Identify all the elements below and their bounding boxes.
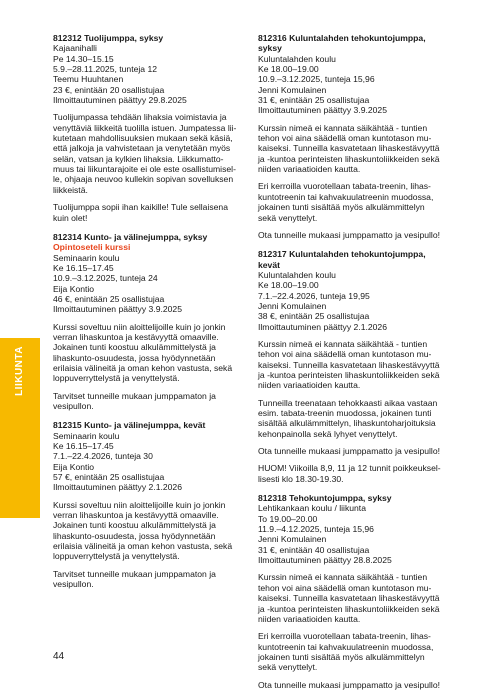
course-text-line: jokainen tunti sisältää myös alkulämmittelyn — [258, 202, 425, 213]
course-text-line: tehon voi aina säädellä oman kuntotason mu- — [258, 349, 432, 360]
course-text-line: Ota tunneille mukaasi jumppamatto ja vesipullo! — [258, 679, 440, 690]
course-text-line: kutetaan mahdollisuuksien mukaan sekä käsiä, — [53, 133, 233, 144]
course-text-line: selän, vatsan ja kylkien lihaksia. Liikkumatto- — [53, 153, 224, 164]
course-text-line: kuin olet! — [53, 212, 88, 223]
course-text-line: esim. tabata-treenin muodossa, jokainen tunti — [258, 408, 432, 418]
course-paragraph — [258, 123, 448, 175]
course-text-line: Kurssi soveltuu niin aloittelijoille kuin jo jonkin — [53, 321, 226, 332]
course-text-line: että jalkoja ja vahvistetaan ja venytetään myös — [53, 143, 231, 154]
course-paragraph — [53, 112, 241, 195]
course-info-line: Teemu Huuhtanen — [53, 74, 124, 85]
course-info-line: Ilmoittautuminen päättyy 3.9.2025 — [258, 105, 387, 116]
course-text-line: verran lihaskuntoa ja kestävyyttä omaaville. — [53, 331, 219, 342]
course-text-line: HUOM! Viikoilla 8,9, 11 ja 12 tunnit poikkeuksel- — [258, 463, 441, 474]
course-text-line: Tarvitset tunneille mukaan jumppamaton ja — [53, 568, 216, 579]
right-column — [258, 33, 448, 699]
course-text-line: kaiseksi. Tunneilla kasvatetaan lihaskestävyyttä — [258, 359, 440, 370]
course-text-line: Ota tunneille mukaasi jumppamatto ja vesipullo! — [258, 229, 440, 240]
course-info-line: Ilmoittautuminen päättyy 2.1.2026 — [258, 321, 387, 332]
course-paragraph — [53, 202, 241, 223]
left-column — [53, 33, 241, 599]
course-text-line: loppuverryttelystä ja venyttelystä. — [53, 373, 180, 384]
course-text-line: kuntotreenin tai kahvakuulatreenin muodossa, — [258, 641, 434, 652]
course-text-line: kaiseksi. Tunneilla kasvatetaan lihaskestävyyttä — [258, 593, 440, 604]
course-text-line: kehonpainolla sekä lyhyet venyttelyt. — [258, 428, 398, 439]
course-info-line: Ilmoittautuminen päättyy 29.8.2025 — [53, 95, 187, 106]
course-text-line: kaiseksi. Tunneilla kasvatetaan lihaskestävyyttä — [258, 143, 440, 154]
course-paragraph — [53, 500, 241, 562]
course-badge: Opintoseteli kurssi — [53, 242, 131, 253]
course-info-line: Ilmoittautuminen päättyy 2.1.2026 — [53, 482, 182, 493]
course-text-line: niiden variaatioiden kautta. — [258, 164, 361, 175]
course-text-line: venyttäviä liikkeitä tuolilla istuen. Jumpatessa lii- — [53, 122, 237, 133]
course-info-line: Ke 18.00–19.00 — [258, 64, 319, 75]
course-text-line: Kurssin nimeä ei kannata säikähtää - tuntien — [258, 338, 428, 349]
course-text-line: Tuolijumppa sopii ihan kaikille! Tule sellaisena — [53, 202, 228, 213]
course-title: 812312 Tuolijumppa, syksy — [53, 33, 164, 43]
section-tab — [0, 338, 40, 518]
course-info — [53, 431, 241, 493]
course-info-line: Eija Kontio — [53, 283, 95, 294]
course-text-line: sekä venyttelyt. — [258, 662, 318, 673]
course-text-line: sisältää alkulämmittelyn, lihaskuntoharjoituksia — [258, 418, 436, 429]
course-text-line: Tarvitset tunneille mukaan jumppamaton ja — [53, 390, 216, 401]
course-info-line: 11.9.–4.12.2025, tunteja 15,96 — [258, 524, 374, 535]
course-text-line: ja -kuntoa perinteisten lihaskuntoliikkeiden sekä — [258, 153, 440, 164]
course-paragraph — [258, 398, 448, 439]
course-text-line: Jokainen tunti koostuu alkulämmittelystä ja — [53, 520, 216, 531]
course-info-line: Ilmoittautuminen päättyy 28.8.2025 — [258, 555, 392, 566]
course-info-line: Ke 16.15–17.45 — [53, 441, 114, 452]
course-paragraph — [53, 391, 241, 412]
course-text-line: le, ohjaaja neuvoo kullekin sopivan sovelluksen — [53, 174, 234, 185]
course-block — [258, 493, 448, 690]
course-text-line: Kurssin nimeä ei kannata säikähtää - tuntien — [258, 122, 428, 133]
course-info — [258, 270, 448, 332]
course-info-line: Ke 16.15–17.45 — [53, 262, 114, 273]
course-text-line: vesipullon. — [53, 579, 94, 590]
course-text-line: sekä venyttelyt. — [258, 212, 318, 223]
course-paragraph — [258, 631, 448, 672]
course-paragraph — [53, 569, 241, 590]
course-text-line: Tuolijumpassa tehdään lihaksia voimistavia ja — [53, 112, 227, 123]
course-info-line: Kajaanihalli — [53, 43, 97, 54]
course-paragraph — [258, 339, 448, 391]
course-text-line: Kurssin nimeä ei kannata säikähtää - tuntien — [258, 572, 428, 583]
course-text-line: lihaskunto-osuudesta, jossa hyödynnetään — [53, 352, 216, 363]
course-info-line: Ilmoittautuminen päättyy 3.9.2025 — [53, 304, 182, 315]
course-title: 812317 Kuluntalahden tehokuntojumppa, kevät — [258, 249, 426, 270]
course-text-line: tehon voi aina säädellä oman kuntotason mu- — [258, 133, 432, 144]
course-info-line: Seminaarin koulu — [53, 252, 120, 263]
course-text-line: Tunneilla treenataan tehokkaasti aikaa vastaan — [258, 397, 438, 408]
course-paragraph — [258, 446, 448, 456]
course-paragraph — [53, 322, 241, 384]
course-text-line: jokainen tunti sisältää myös alkulämmittelyn — [258, 651, 425, 662]
course-title: 812316 Kuluntalahden tehokuntojumppa, syksy — [258, 33, 426, 54]
course-info-line: Lehtikankaan koulu / liikunta — [258, 503, 366, 514]
course-info-line: Ke 18.00–19.00 — [258, 280, 319, 291]
course-info-line: 31 €, enintään 25 osallistujaa — [258, 95, 370, 106]
course-text-line: Eri kerroilla vuorotellaan tabata-treenin, lihas- — [258, 631, 431, 642]
course-text-line: muus tai liikuntarajoite ei ole este osallistumisel- — [53, 164, 236, 175]
course-block — [53, 232, 241, 412]
course-info-line: 46 €, enintään 25 osallistujaa — [53, 293, 165, 304]
course-text-line: verran lihaskuntoa ja kestävyyttä omaaville. — [53, 510, 219, 521]
course-info-line: Eija Kontio — [53, 461, 95, 472]
course-paragraph — [258, 181, 448, 222]
course-info-line: To 19.00–20.00 — [258, 513, 318, 524]
course-info-line: 7.1.–22.4.2026, tunteja 19,95 — [258, 290, 370, 301]
course-text-line: lihaskunto-osuudesta, jossa hyödynnetään — [53, 530, 216, 541]
course-info-line: Pe 14.30–15.15 — [53, 53, 114, 64]
course-info-line: 57 €, enintään 25 osallistujaa — [53, 472, 165, 483]
course-info — [258, 503, 448, 565]
course-text-line: tehon voi aina säädellä oman kuntotason mu- — [258, 582, 432, 593]
course-info — [53, 253, 241, 315]
course-block — [258, 33, 448, 240]
course-text-line: vesipullon. — [53, 401, 94, 411]
section-tab-label: LIIKUNTA — [13, 346, 25, 396]
course-text-line: niiden variaatioiden kautta. — [258, 380, 361, 391]
course-info-line: Jenni Komulainen — [258, 84, 327, 95]
course-info-line: 38 €, enintään 25 osallistujaa — [258, 311, 370, 322]
course-text-line: liikkeistä. — [53, 184, 88, 195]
course-info-line: Kuluntalahden koulu — [258, 53, 336, 64]
course-info-line: Seminaarin koulu — [53, 430, 120, 441]
course-text-line: Ota tunneille mukaasi jumppamatto ja vesipullo! — [258, 446, 440, 457]
page-number: 44 — [53, 651, 65, 662]
course-block — [53, 33, 241, 223]
course-text-line: Kurssi soveltuu niin aloittelijoille kuin jo jonkin — [53, 499, 226, 510]
course-text-line: erilaisia välineitä ja oman kehon vastusta, sekä — [53, 362, 233, 373]
course-info-line: Jenni Komulainen — [258, 300, 327, 311]
course-block — [53, 420, 241, 589]
course-paragraph — [258, 680, 448, 690]
course-paragraph — [258, 463, 448, 484]
course-info-line: 31 €, enintään 40 osallistujaa — [258, 544, 370, 555]
course-block — [258, 249, 448, 484]
course-info-line: 5.9.–28.11.2025, tunteja 12 — [53, 64, 158, 75]
course-title: 812315 Kunto- ja välinejumppa, kevät — [53, 420, 206, 431]
course-text-line: lisesti klo 18.30-19.30. — [258, 473, 344, 484]
course-title: 812318 Tehokuntojumppa, syksy — [258, 493, 392, 504]
course-title: 812314 Kunto- ja välinejumppa, syksy — [53, 231, 208, 242]
course-paragraph — [258, 572, 448, 624]
course-text-line: ja -kuntoa perinteisten lihaskuntoliikkeiden sekä — [258, 603, 440, 614]
course-text-line: Jokainen tunti koostuu alkulämmittelystä ja — [53, 342, 216, 353]
course-text-line: erilaisia välineitä ja oman kehon vastusta, sekä — [53, 541, 233, 552]
course-text-line: ja -kuntoa perinteisten lihaskuntoliikkeiden sekä — [258, 369, 440, 380]
course-text-line: Eri kerroilla vuorotellaan tabata-treenin, lihas- — [258, 181, 431, 192]
course-info-line: 10.9.–3.12.2025, tunteja 15,96 — [258, 74, 375, 85]
course-info-line: 7.1.–22.4.2026, tunteja 30 — [53, 451, 153, 462]
course-text-line: loppuverryttelystä ja venyttelystä. — [53, 551, 180, 562]
course-paragraph — [258, 230, 448, 240]
course-info-line: 23 €, enintään 20 osallistujaa — [53, 84, 165, 95]
course-info-line: Kuluntalahden koulu — [258, 269, 336, 280]
course-info-line: 10.9.–3.12.2025, tunteja 24 — [53, 273, 158, 284]
course-info — [53, 43, 241, 105]
course-info — [258, 54, 448, 116]
course-text-line: niiden variaatioiden kautta. — [258, 613, 361, 624]
course-info-line: Jenni Komulainen — [258, 534, 327, 545]
course-text-line: kuntotreenin tai kahvakuulatreenin muodossa, — [258, 191, 434, 202]
